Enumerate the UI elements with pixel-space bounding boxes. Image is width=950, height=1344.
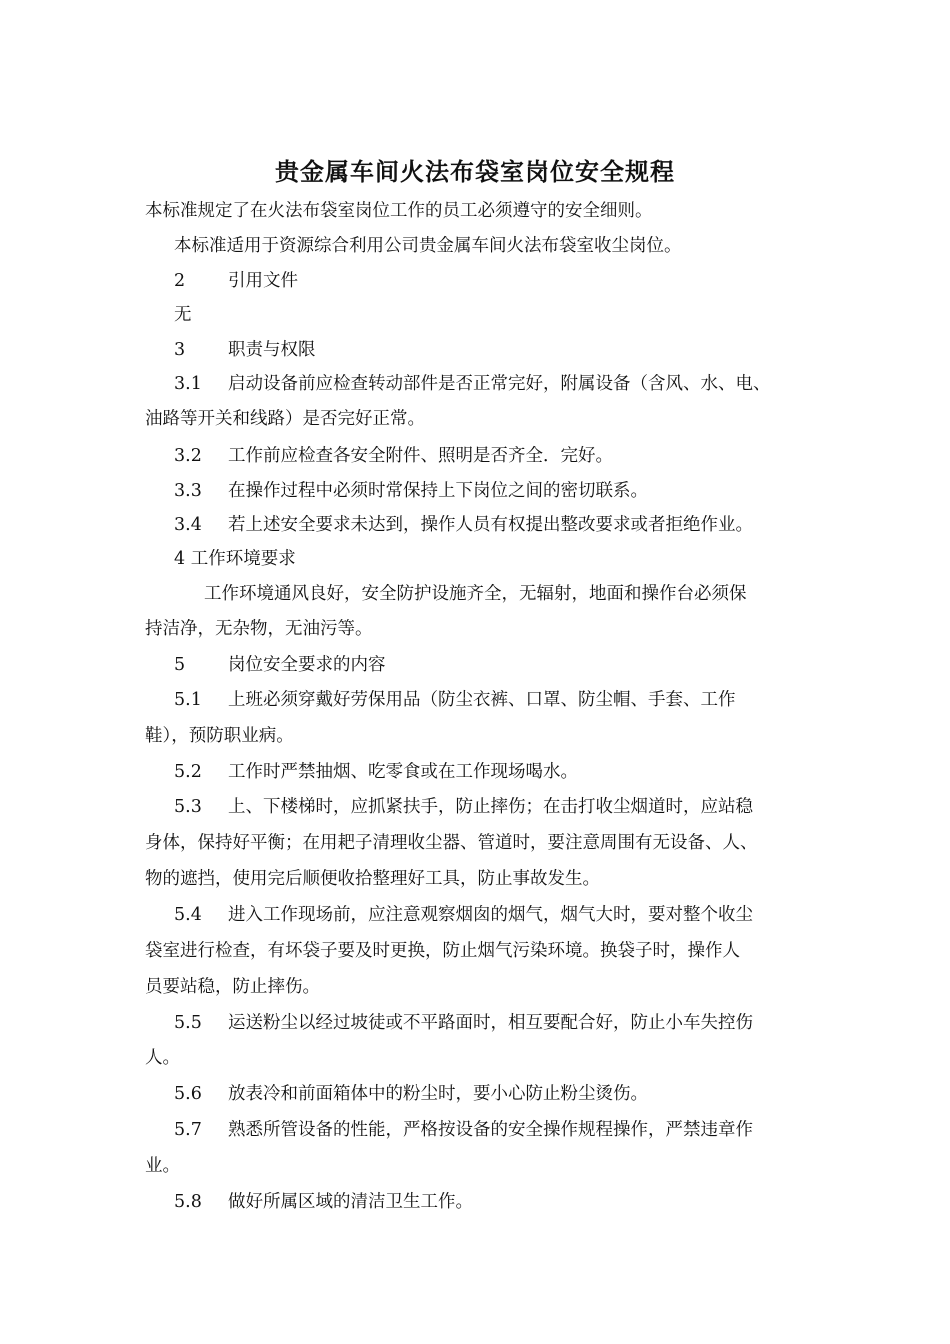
clause-text: 在操作过程中必须时常保持上下岗位之间的密切联系。 <box>228 481 648 501</box>
line-text: 鞋），预防职业病。 <box>145 726 294 746</box>
clause-continuation <box>145 831 758 855</box>
clause-text: 做好所属区域的清洁卫生工作。 <box>228 1192 473 1212</box>
clause-line <box>174 688 736 712</box>
clause-continuation <box>145 939 740 963</box>
section-heading <box>174 269 298 293</box>
section-number: 3 <box>174 340 186 360</box>
clause-continuation <box>145 724 294 748</box>
clause-line <box>174 903 753 927</box>
line-text: 无 <box>174 305 192 325</box>
line-text: 本标准适用于资源综合利用公司贵金属车间火法布袋室收尘岗位。 <box>174 236 682 256</box>
section-title: 岗位安全要求的内容 <box>228 655 386 675</box>
line-text: 身体，保持好平衡；在用耙子清理收尘器、管道时，要注意周围有无设备、人、 <box>145 833 758 853</box>
clause-number: 5.6 <box>174 1084 202 1104</box>
clause-number: 3.2 <box>174 446 202 466</box>
clause-line <box>174 1011 753 1035</box>
clause-line <box>174 795 753 819</box>
section-title: 4 工作环境要求 <box>174 549 296 569</box>
section-number: 5 <box>174 655 186 675</box>
line-text: 本标准规定了在火法布袋室岗位工作的员工必须遵守的安全细则。 <box>145 201 653 221</box>
line-text: 员要站稳，防止摔伤。 <box>145 977 320 997</box>
clause-continuation <box>145 867 600 891</box>
line-text: 人。 <box>145 1048 180 1068</box>
section-title: 职责与权限 <box>228 340 316 360</box>
paragraph-line <box>174 303 192 327</box>
clause-line <box>174 1190 473 1214</box>
clause-continuation <box>145 1046 180 1070</box>
clause-line <box>174 444 613 468</box>
clause-number: 5.1 <box>174 690 202 710</box>
paragraph-line <box>204 582 747 606</box>
section-title: 引用文件 <box>228 271 298 291</box>
clause-text: 运送粉尘以经过坡徒或不平路面时，相互要配合好，防止小车失控伤 <box>228 1013 753 1033</box>
clause-text: 工作前应检查各安全附件、照明是否齐全．完好。 <box>228 446 613 466</box>
clause-text: 进入工作现场前，应注意观察烟囱的烟气，烟气大时，要对整个收尘 <box>228 905 753 925</box>
clause-number: 5.8 <box>174 1192 202 1212</box>
applicability-paragraph <box>174 234 682 258</box>
section-heading <box>174 547 296 571</box>
paragraph-line <box>145 617 373 641</box>
clause-number: 3.1 <box>174 374 202 394</box>
clause-number: 5.4 <box>174 905 202 925</box>
clause-number: 5.3 <box>174 797 202 817</box>
clause-line <box>174 372 771 396</box>
clause-line <box>174 1082 648 1106</box>
line-text: 油路等开关和线路）是否完好正常。 <box>145 409 425 429</box>
clause-text: 熟悉所管设备的性能，严格按设备的安全操作规程操作，严禁违章作 <box>228 1120 753 1140</box>
clause-number: 3.3 <box>174 481 202 501</box>
clause-line <box>174 479 648 503</box>
clause-text: 若上述安全要求未达到，操作人员有权提出整改要求或者拒绝作业。 <box>228 515 753 535</box>
scope-paragraph <box>145 199 653 223</box>
section-heading <box>174 338 316 362</box>
line-text: 业。 <box>145 1156 180 1176</box>
clause-number: 5.2 <box>174 762 202 782</box>
clause-continuation <box>145 1154 180 1178</box>
clause-text: 启动设备前应检查转动部件是否正常完好，附属设备（含风、水、电、 <box>228 374 771 394</box>
line-text: 物的遮挡，使用完后顺便收拾整理好工具，防止事故发生。 <box>145 869 600 889</box>
clause-text: 上、下楼梯时，应抓紧扶手，防止摔伤；在击打收尘烟道时，应站稳 <box>228 797 753 817</box>
clause-line <box>174 513 753 537</box>
clause-text: 上班必须穿戴好劳保用品（防尘衣裤、口罩、防尘帽、手套、工作 <box>228 690 736 710</box>
line-text: 袋室进行检查，有坏袋子要及时更换，防止烟气污染环境。换袋子时，操作人 <box>145 941 740 961</box>
clause-number: 5.7 <box>174 1120 202 1140</box>
clause-continuation <box>145 975 320 999</box>
clause-text: 工作时严禁抽烟、吃零食或在工作现场喝水。 <box>228 762 578 782</box>
clause-number: 3.4 <box>174 515 202 535</box>
section-heading <box>174 653 386 677</box>
clause-continuation <box>145 407 425 431</box>
section-number: 2 <box>174 271 186 291</box>
document-title: 贵金属车间火法布袋室岗位安全规程 <box>275 158 675 186</box>
clause-line <box>174 1118 753 1142</box>
line-text: 持洁净，无杂物，无油污等。 <box>145 619 373 639</box>
line-text: 工作环境通风良好，安全防护设施齐全，无辐射，地面和操作台必须保 <box>204 584 747 604</box>
clause-text: 放表冷和前面箱体中的粉尘时，要小心防止粉尘烫伤。 <box>228 1084 648 1104</box>
clause-number: 5.5 <box>174 1013 202 1033</box>
clause-line <box>174 760 578 784</box>
